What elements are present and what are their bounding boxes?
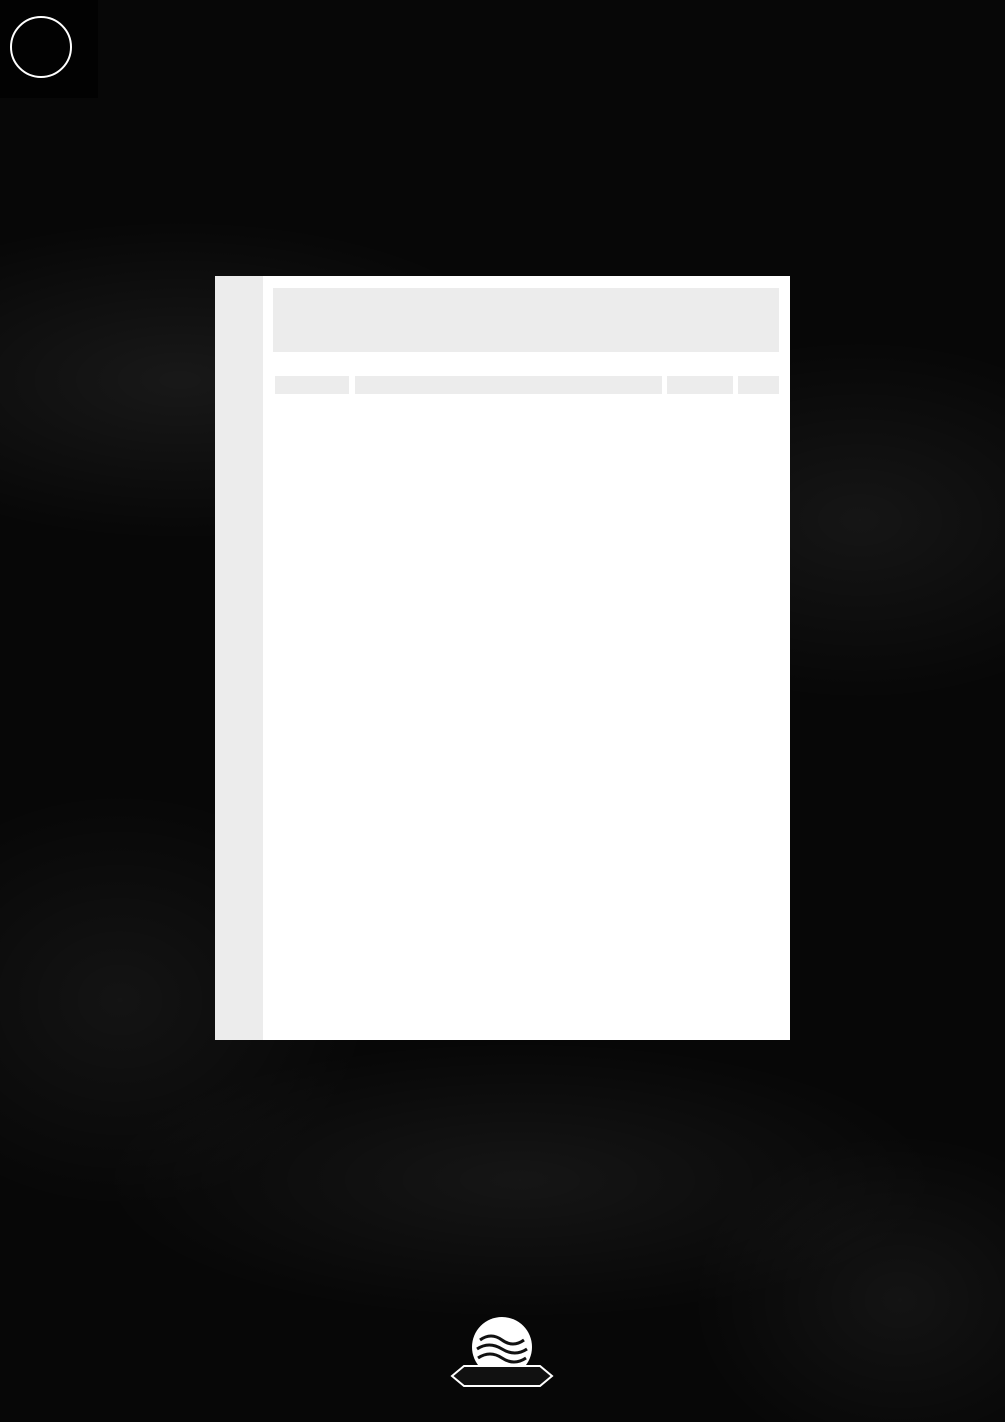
column-header-meeting-name [355,376,662,394]
month-tab-rail [215,276,263,1040]
page-heading [273,288,779,352]
brand-corner [0,0,98,98]
rm-logo-badge [10,16,72,78]
column-header-actions [667,376,733,394]
column-header-link [738,376,779,394]
scribl-logo [448,1314,556,1392]
planner-page-preview [215,276,790,1040]
column-header-date [275,376,349,394]
